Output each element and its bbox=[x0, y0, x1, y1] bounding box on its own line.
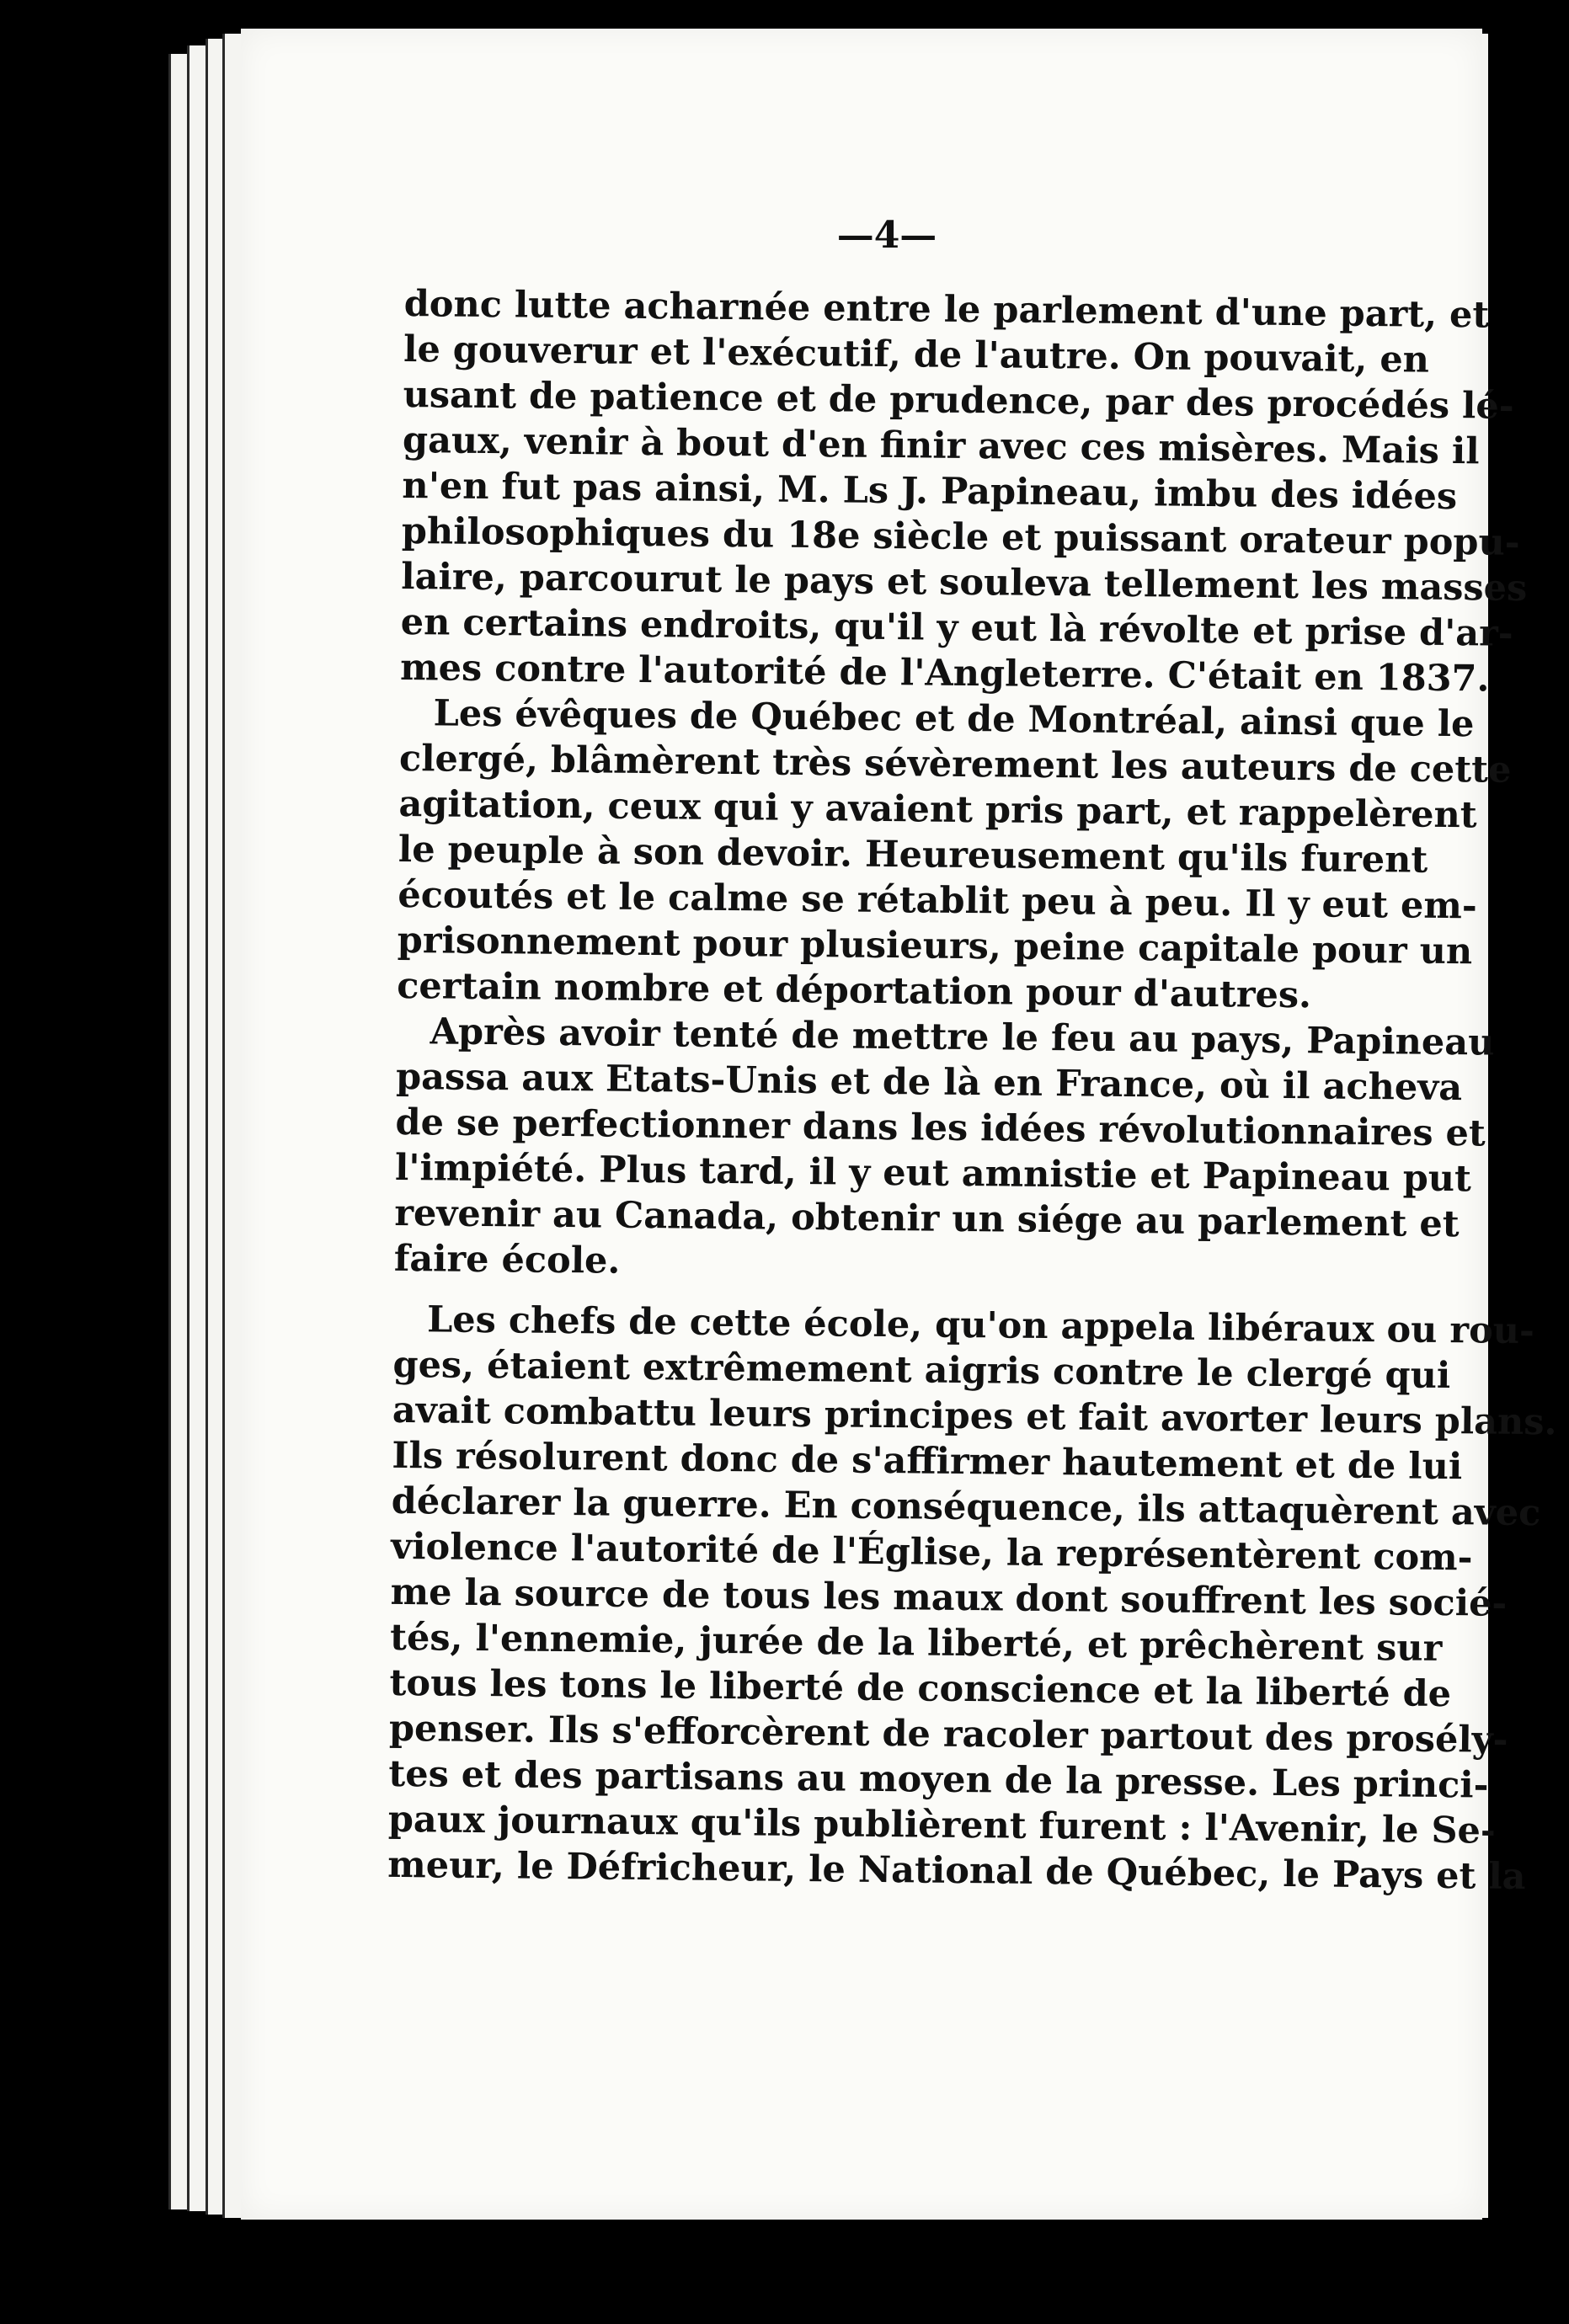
text-line: agitation, ceux qui y avaient pris part, et rappelèrent bbox=[398, 782, 1477, 837]
text-line: donc lutte acharnée entre le parlement d'une part, et bbox=[403, 282, 1490, 337]
text-line: passa aux Etats-Unis et de là en France, où il acheva bbox=[395, 1055, 1463, 1110]
text-line: ges, étaient extrêmement aigris contre le clergé qui bbox=[392, 1343, 1451, 1398]
text-line: clergé, blâmèrent très sévèrement les auteurs de cette bbox=[398, 737, 1512, 792]
text-line: meur, le Défricheur, le National de Québec, le Pays et la bbox=[387, 1843, 1526, 1899]
text-line: écoutés et le calme se rétablit peu à peu. Il y eut em- bbox=[398, 873, 1477, 928]
text-line: tés, l'ennemie, jurée de la liberté, et prêchèrent sur bbox=[389, 1616, 1443, 1670]
text-line: n'en fut pas ainsi, M. Ls J. Papineau, imbu des idées bbox=[402, 464, 1458, 519]
text-line: le peuple à son devoir. Heureusement qu'ils furent bbox=[398, 828, 1428, 882]
text-line: le gouverur et l'exécutif, de l'autre. On pouvait, en bbox=[403, 328, 1430, 381]
text-line: Les chefs de cette école, qu'on appela libéraux ou rou- bbox=[426, 1298, 1535, 1353]
text-line: l'impiété. Plus tard, il y eut amnistie et Papineau put bbox=[394, 1146, 1472, 1201]
text-line: gaux, venir à bout d'en finir avec ces misères. Mais il bbox=[402, 418, 1480, 473]
text-line: usant de patience et de prudence, par des procédés lé- bbox=[403, 373, 1514, 428]
text-line: Les évêques de Québec et de Montréal, ainsi que le bbox=[433, 692, 1475, 746]
text-line: penser. Ils s'efforcèrent de racoler partout des prosély- bbox=[388, 1707, 1508, 1762]
text-line: laire, parcourut le pays et souleva tellement les masses bbox=[401, 555, 1528, 610]
text-line: paux journaux qu'ils publièrent furent : l'Avenir, le Se- bbox=[387, 1798, 1497, 1852]
text-line: revenir au Canada, obtenir un siége au parlement et bbox=[394, 1191, 1460, 1246]
text-line: me la source de tous les maux dont souffrent les socié- bbox=[390, 1570, 1508, 1625]
body-text bbox=[387, 281, 1557, 1899]
book-page bbox=[241, 29, 1557, 2220]
paragraph bbox=[399, 281, 1528, 701]
text-line: prisonnement pour plusieurs, peine capitale pour un bbox=[397, 919, 1473, 973]
text-line: philosophiques du 18e siècle et puissant orateur popu- bbox=[401, 509, 1520, 564]
text-line: tous les tons le liberté de conscience et la liberté de bbox=[389, 1661, 1452, 1716]
text-line: en certains endroits, qu'il y eut là révolte et prise d'ar- bbox=[400, 600, 1513, 655]
text-line: de se perfectionner dans les idées révolutionnaires et bbox=[395, 1101, 1486, 1155]
text-line: violence l'autorité de l'Église, la représentèrent com- bbox=[390, 1525, 1473, 1580]
paragraph bbox=[396, 690, 1512, 1019]
text-line: déclarer la guerre. En conséquence, ils attaquèrent avec bbox=[391, 1479, 1541, 1535]
text-line: mes contre l'autorité de l'Angleterre. C'était en 1837. bbox=[399, 646, 1490, 701]
text-line: tes et des partisans au moyen de la presse. Les princi- bbox=[388, 1752, 1489, 1807]
page-number: —4— bbox=[836, 214, 937, 257]
text-line: Ils résolurent donc de s'affirmer hautement et de lui bbox=[392, 1434, 1463, 1489]
text-line: faire école. bbox=[393, 1237, 621, 1282]
paragraph bbox=[393, 1009, 1495, 1292]
text-line: Après avoir tenté de mettre le feu au pays, Papineau bbox=[430, 1010, 1495, 1064]
text-line: avait combattu leurs principes et fait avorter leurs plans. bbox=[392, 1389, 1557, 1444]
text-line: certain nombre et déportation pour d'autres. bbox=[396, 964, 1312, 1017]
paragraph bbox=[387, 1297, 1557, 1899]
